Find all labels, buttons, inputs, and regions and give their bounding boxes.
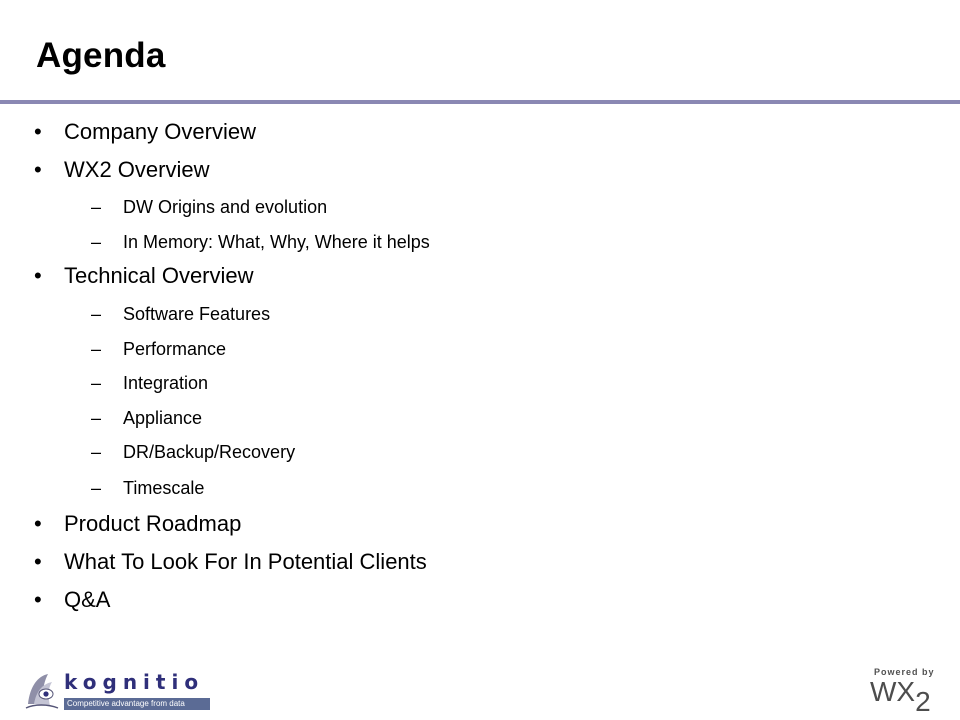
agenda-subitem-label: Appliance: [123, 408, 203, 428]
dash-icon: –: [91, 442, 102, 462]
agenda-item-label: WX2 Overview: [64, 157, 210, 182]
dash-icon: –: [91, 197, 102, 217]
dash-icon: –: [91, 408, 102, 428]
agenda-item-label: Technical Overview: [64, 263, 254, 288]
powered-by-badge: [862, 668, 942, 716]
agenda-subitem-label: Performance: [123, 339, 227, 359]
bullet-icon: •: [34, 549, 42, 574]
bullet-icon: •: [34, 119, 42, 144]
dash-icon: –: [91, 232, 102, 252]
agenda-item-label: What To Look For In Potential Clients: [64, 549, 427, 574]
dash-icon: –: [91, 478, 102, 498]
agenda-subitem-label: Software Features: [123, 304, 271, 324]
slide-title: Agenda: [36, 36, 166, 75]
agenda-subitem-label: In Memory: What, Why, Where it helps: [123, 232, 430, 252]
dash-icon: –: [91, 304, 102, 324]
dash-icon: –: [91, 339, 102, 359]
kognitio-wordmark: kognitio: [64, 670, 205, 694]
kognitio-eye-icon: [24, 668, 60, 712]
agenda-subitem-label: DW Origins and evolution: [123, 197, 328, 217]
agenda-subitem-label: DR/Backup/Recovery: [123, 442, 296, 462]
bullet-icon: •: [34, 263, 42, 288]
agenda-item-label: Company Overview: [64, 119, 256, 144]
dash-icon: –: [91, 373, 102, 393]
agenda-item-label: Product Roadmap: [64, 511, 242, 536]
wx2-logo-subscript: 2: [915, 686, 931, 717]
agenda-subitem-label: Timescale: [123, 478, 205, 498]
agenda-item-label: Q&A: [64, 587, 111, 612]
agenda-subitem-label: Integration: [123, 373, 209, 393]
powered-by-label: Powered by: [874, 667, 935, 677]
kognitio-logo: [24, 668, 214, 712]
wx2-logo-text: WX: [870, 676, 916, 707]
bullet-icon: •: [34, 587, 42, 612]
wx2-logo: [870, 676, 931, 717]
bullet-icon: •: [34, 511, 42, 536]
bullet-icon: •: [34, 157, 42, 182]
kognitio-tagline: Competitive advantage from data: [64, 698, 210, 710]
